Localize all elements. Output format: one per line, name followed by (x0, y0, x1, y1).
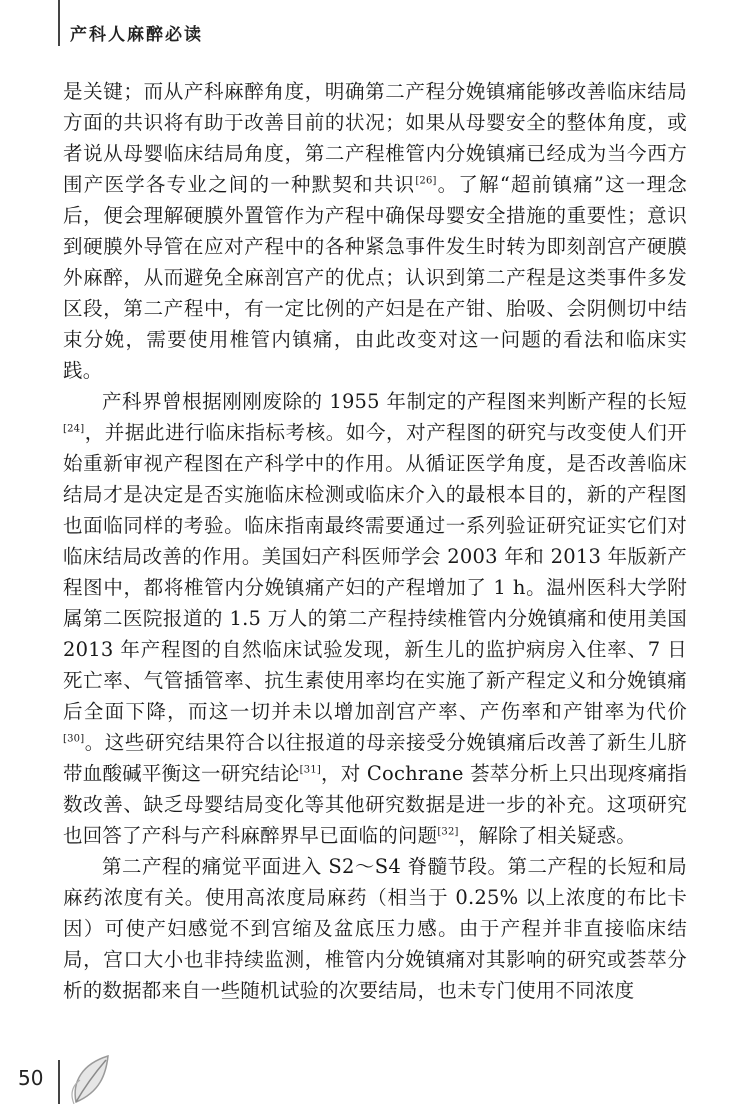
running-header: 产科人麻醉必读 (70, 25, 203, 45)
paragraph-text: 。了解“超前镇痛”这一理念后，便会理解硬膜外置管作为产程中确保母婴安全措施的重要性；意识到硬膜外导管在应对产程中的各种紧急事件发生时转为即刻剖宫产硬膜外麻醉，从而避免全麻剖宫产的优点；认识到第二产程是这类事件多发区段，第二产程中，有一定比例的产妇是在产钳、胎吸、会阴侧切中结束分娩，需要使用椎管内镇痛，由此改变对这一问题的看法和临床实践。 (63, 173, 687, 382)
paragraph (63, 76, 687, 386)
page-number: 50 (18, 1066, 44, 1090)
paragraph-text: ，对 Cochrane 荟萃分析上只出现疼痛指数改善、缺乏母婴结局变化等其他研究数据是进一步的补充。这项研究也回答了产科与产科麻醉界早已面临的问题 (63, 762, 688, 847)
header-divider (58, 0, 60, 46)
paragraph-text: 是关键；而从产科麻醉角度，明确第二产程分娩镇痛能够改善临床结局方面的共识将有助于改善目前的状况；如果从母婴安全的整体角度，或者说从母婴临床结局角度，第二产程椎管内分娩镇痛已经成为当今西方围产医学各专业之间的一种默契和共识 (63, 80, 687, 196)
leaf-icon (68, 1052, 114, 1104)
citation-reference: [24] (63, 423, 85, 435)
paragraph (63, 386, 687, 851)
citation-reference: [26] (415, 175, 437, 187)
paragraph-text: ，解除了相关疑惑。 (458, 824, 636, 847)
footer-divider (58, 1060, 60, 1104)
paragraph-text: 。这些研究结果符合以往报道的母亲接受分娩镇痛后改善了新生儿脐带血酸碱平衡这一研究结论 (63, 731, 687, 785)
citation-reference: [32] (437, 826, 459, 838)
citation-reference: [30] (63, 733, 85, 745)
paragraph-text: 产科界曾根据刚刚废除的 1955 年制定的产程图来判断产程的长短 (102, 390, 687, 413)
body-text (63, 76, 687, 1006)
paragraph-text: ，并据此进行临床指标考核。如今，对产程图的研究与改变使人们开始重新审视产程图在产科学中的作用。从循证医学角度，是否改善临床结局才是决定是否实施临床检测或临床介入的最根本目的，新的产程图也面临同样的考验。临床指南最终需要通过一系列验证研究证实它们对临床结局改善的作用。美国妇产科医师学会 2003 年和 2013 年版新产程图中，都将椎管内分娩镇痛产妇的产程增加了 1 h。温州医科大学附属第二医院报道的 1.5 万人的第二产程持续椎管内分娩镇痛和使用美国 2013 年产程图的自然临床试验发现，新生儿的监护病房入住率、7 日死亡率、气管插管率、抗生素使用率均在实施了新产程定义和分娩镇痛后全面下降，而这一切并未以增加剖宫产率、产伤率和产钳率为代价 (63, 421, 687, 723)
citation-reference: [31] (299, 764, 321, 776)
paragraph-text: 第二产程的痛觉平面进入 S2～S4 脊髓节段。第二产程的长短和局麻药浓度有关。使用高浓度局麻药（相当于 0.25% 以上浓度的布比卡因）可使产妇感觉不到宫缩及盆底压力感。由于产程并非直接临床结局，宫口大小也非持续监测，椎管内分娩镇痛对其影响的研究或荟萃分析的数据都来自一些随机试验的次要结局，也未专门使用不同浓度 (63, 855, 687, 1002)
paragraph (63, 851, 687, 1006)
